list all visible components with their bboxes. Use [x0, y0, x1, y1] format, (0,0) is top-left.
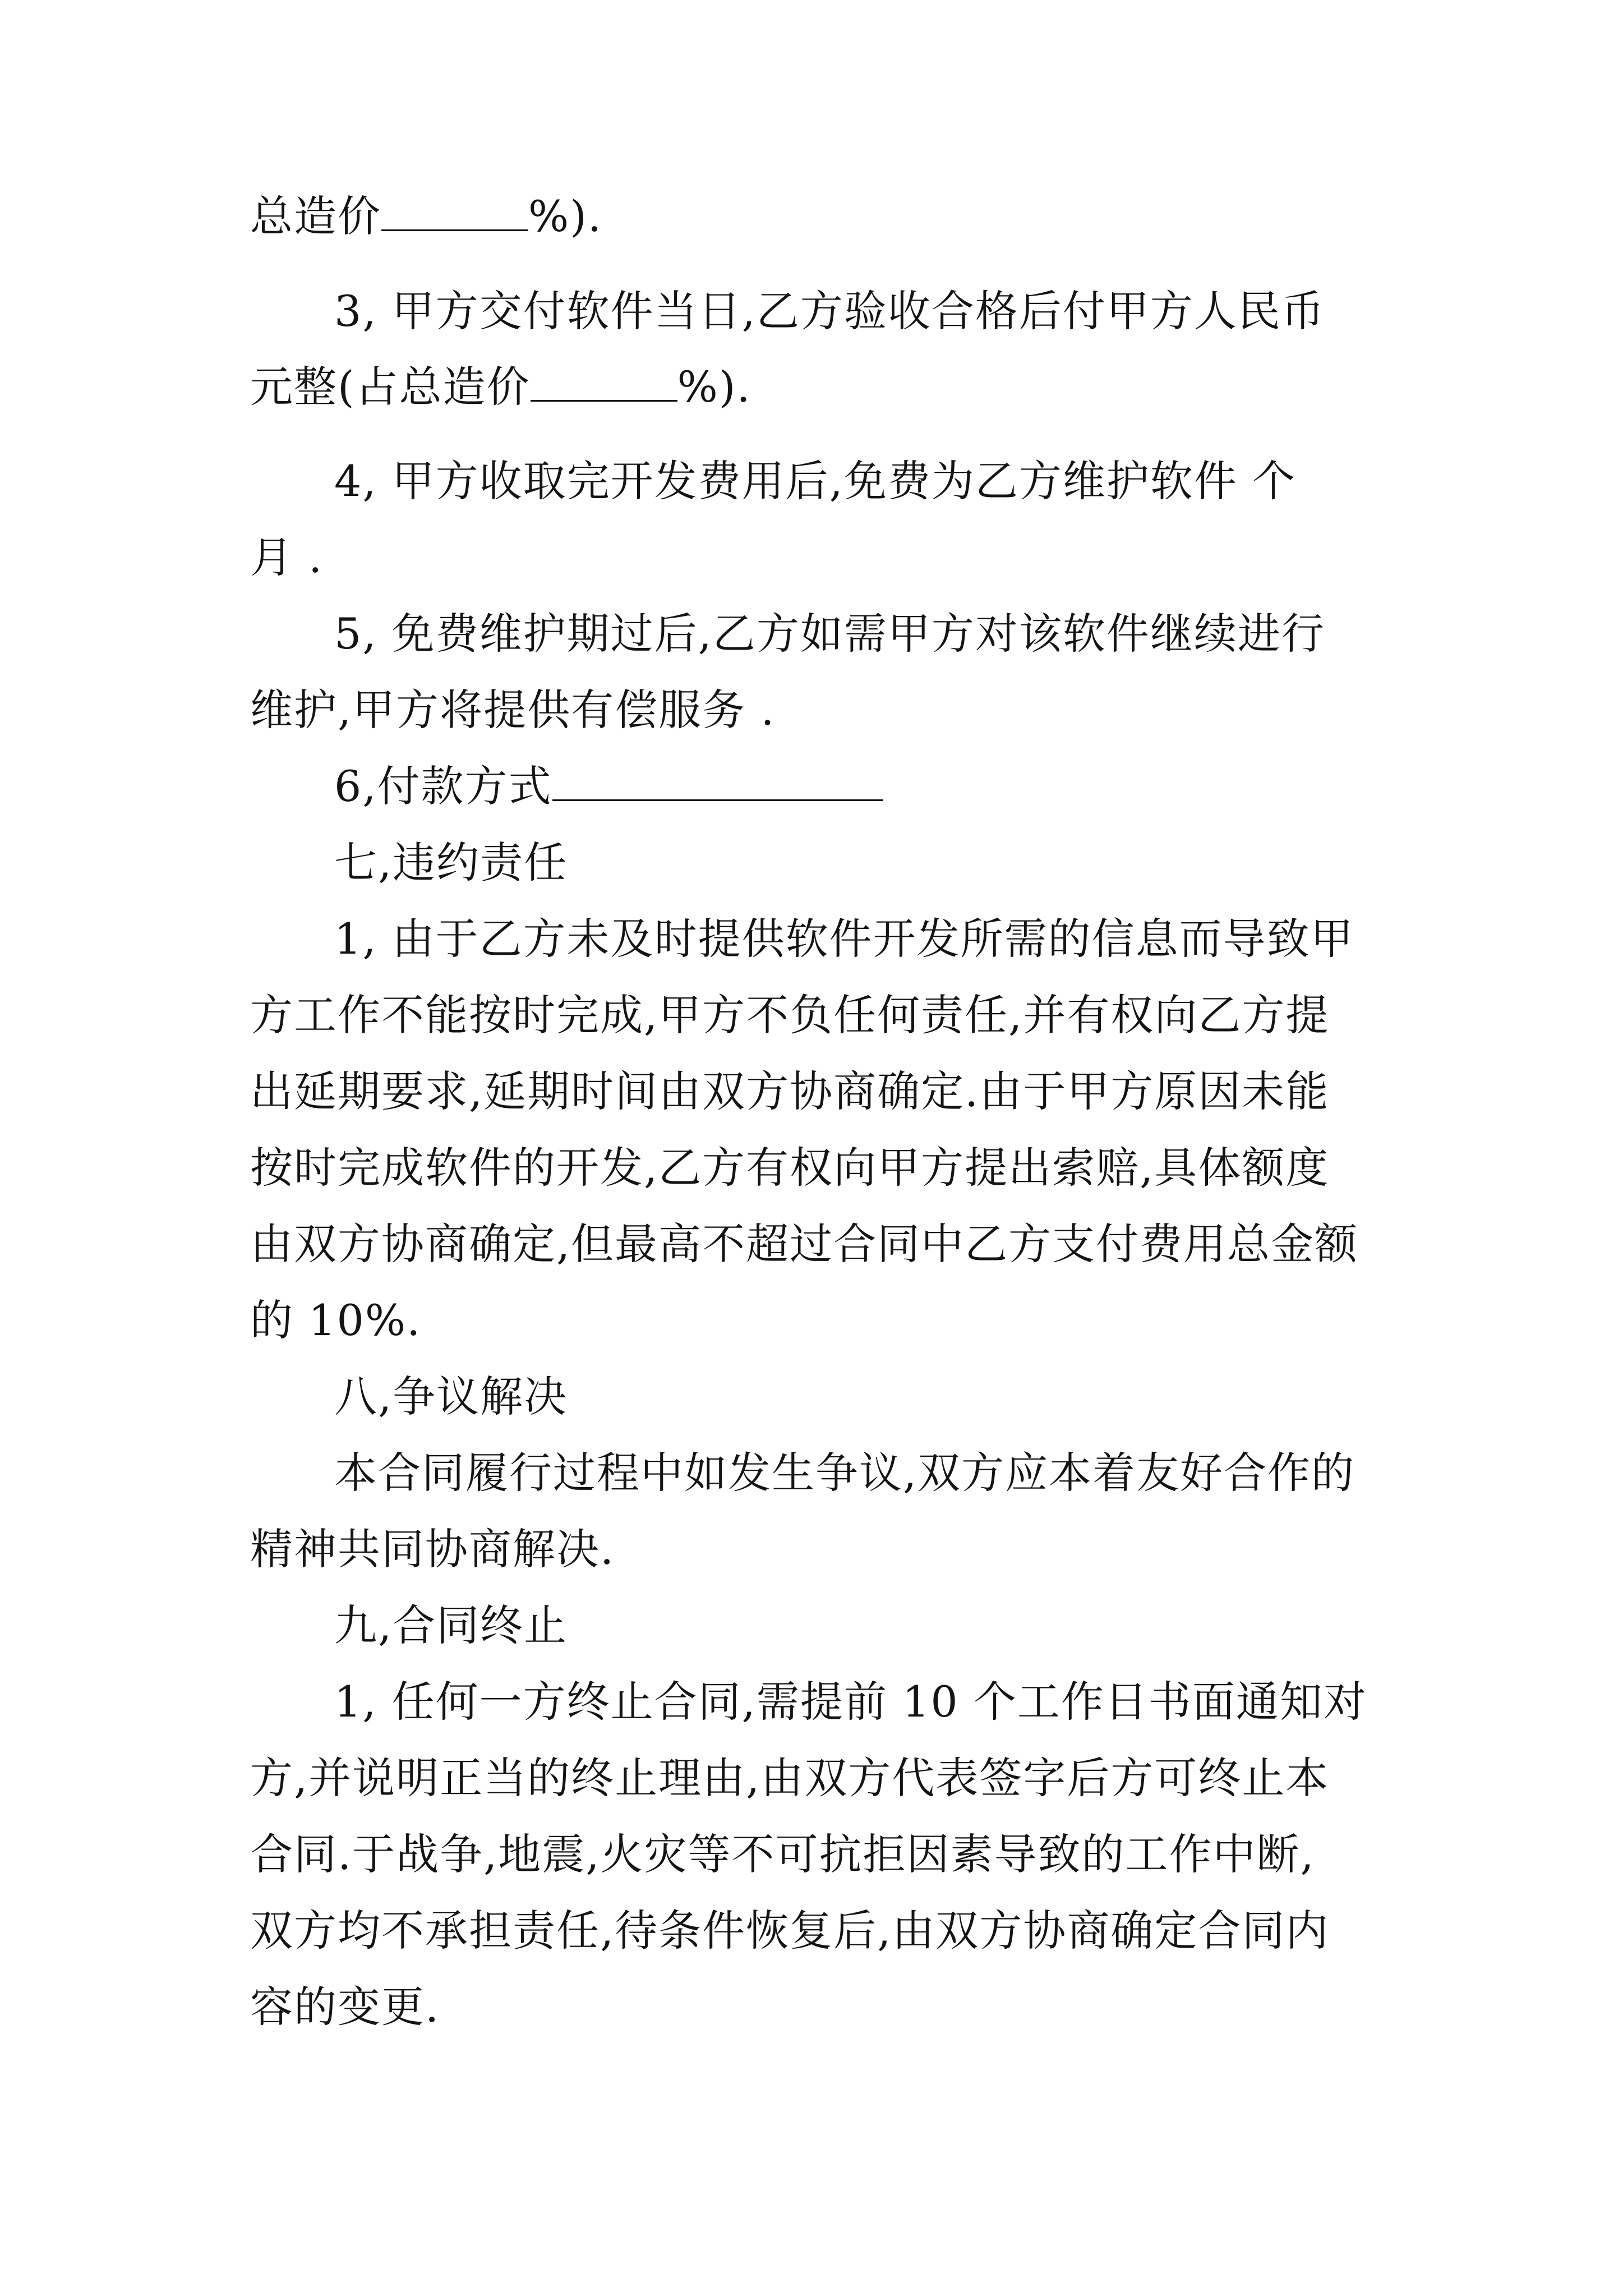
text-fragment: 总造价 — [250, 191, 381, 241]
text-line: 维护,甲方将提供有偿服务 . — [250, 685, 776, 735]
text-line: 月 . — [250, 532, 324, 582]
text-line — [250, 188, 602, 245]
text-line: 的 10%. — [250, 1295, 422, 1345]
text-line: 精神共同协商解决. — [250, 1524, 615, 1574]
text-fragment: 元整(占总造价 — [250, 362, 531, 412]
text-line: 方工作不能按时完成,甲方不负任何责任,并有权向乙方提 — [250, 990, 1330, 1040]
text-line: 3, 甲方交付软件当日,乙方验收合格后付甲方人民币 — [334, 286, 1325, 336]
text-line — [250, 359, 751, 415]
text-line: 5, 免费维护期过后,乙方如需甲方对该软件继续进行 — [334, 609, 1325, 659]
text-line — [334, 758, 883, 815]
section-heading: 八,争议解决 — [334, 1372, 568, 1421]
text-line: 1, 由于乙方未及时提供软件开发所需的信息而导致甲 — [334, 914, 1354, 964]
text-line: 1, 任何一方终止合同,需提前 10 个工作日书面通知对 — [334, 1677, 1367, 1727]
text-fragment: %). — [677, 362, 751, 412]
fill-in-blank — [531, 364, 677, 402]
fill-in-blank — [381, 194, 528, 231]
text-fragment: 6,付款方式 — [334, 761, 552, 811]
text-line: 本合同履行过程中如发生争议,双方应本着友好合作的 — [334, 1448, 1355, 1498]
fill-in-blank — [552, 763, 883, 801]
text-line: 4, 甲方收取完开发费用后,免费为乙方维护软件 个 — [334, 456, 1296, 506]
section-heading: 九,合同终止 — [334, 1600, 568, 1650]
text-line: 容的变更. — [250, 1982, 440, 2032]
text-line: 双方均不承担责任,待条件恢复后,由双方协商确定合同内 — [250, 1906, 1330, 1955]
text-fragment: %). — [528, 191, 603, 241]
text-line: 方,并说明正当的终止理由,由双方代表签字后方可终止本 — [250, 1753, 1330, 1803]
text-line: 出延期要求,延期时间由双方协商确定.由于甲方原因未能 — [250, 1066, 1330, 1116]
text-line: 合同.于战争,地震,火灾等不可抗拒因素导致的工作中断, — [250, 1829, 1315, 1879]
section-heading: 七,违约责任 — [334, 838, 568, 887]
text-line: 按时完成软件的开发,乙方有权向甲方提出索赔,具体额度 — [250, 1143, 1330, 1193]
text-line: 由双方协商确定,但最高不超过合同中乙方支付费用总金额 — [250, 1219, 1359, 1269]
